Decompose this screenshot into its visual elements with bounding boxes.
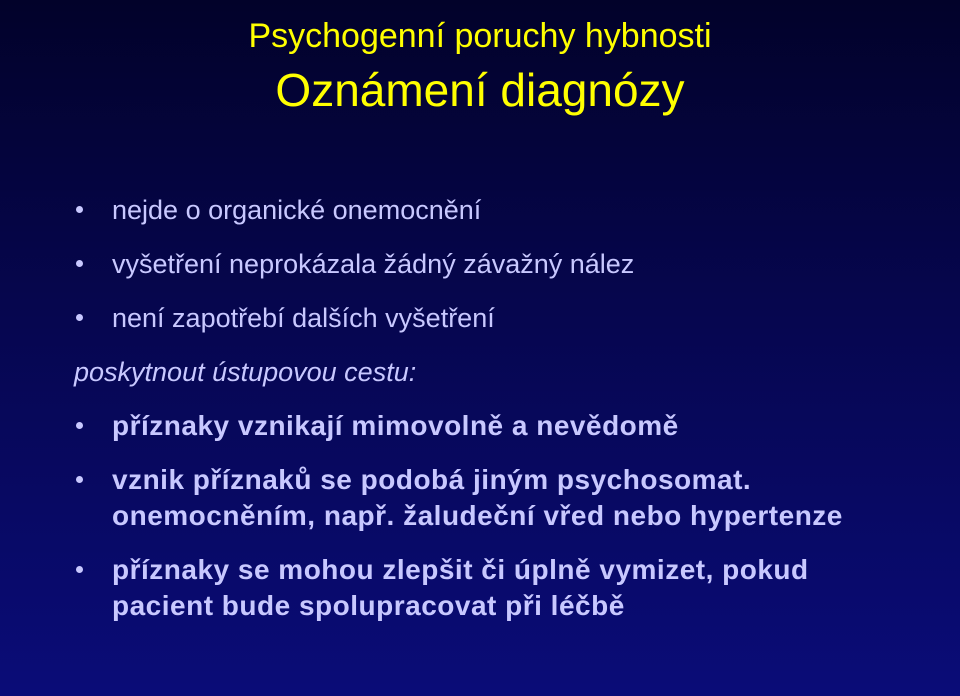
bullet-icon <box>76 422 83 429</box>
list-item <box>74 192 944 228</box>
bullet-icon <box>76 314 83 321</box>
list-item-text: vyšetření neprokázala žádný závažný nález <box>112 249 635 279</box>
list-item-text: není zapotřebí dalších vyšetření <box>112 303 495 333</box>
list-item <box>74 462 944 534</box>
list-item-line-2: pacient bude spolupracovat při léčbě <box>112 590 625 621</box>
bullet-icon <box>76 206 83 213</box>
list-item-line-1: vznik příznaků se podobá jiným psychosomat. <box>112 464 752 495</box>
list-item-line-2: onemocněním, např. žaludeční vřed nebo hypertenze <box>112 500 843 531</box>
slide-subtitle: Psychogenní poruchy hybnosti <box>248 17 712 55</box>
bullet-icon <box>76 476 83 483</box>
list-item-text: nejde o organické onemocnění <box>112 195 482 225</box>
bullet-icon <box>76 260 83 267</box>
title-block <box>0 14 960 118</box>
section-label <box>74 354 944 390</box>
list-item-text: příznaky vznikají mimovolně a nevědomě <box>112 410 679 441</box>
list-item <box>74 246 944 282</box>
content-list <box>74 192 944 624</box>
bullet-icon <box>76 566 83 573</box>
list-item <box>74 408 944 444</box>
list-item-line-1: příznaky se mohou zlepšit či úplně vymizet, pokud <box>112 554 809 585</box>
list-item <box>74 300 944 336</box>
slide-title: Oznámení diagnózy <box>275 64 685 116</box>
section-label-text: poskytnout ústupovou cestu: <box>74 357 417 387</box>
list-item <box>74 552 944 624</box>
